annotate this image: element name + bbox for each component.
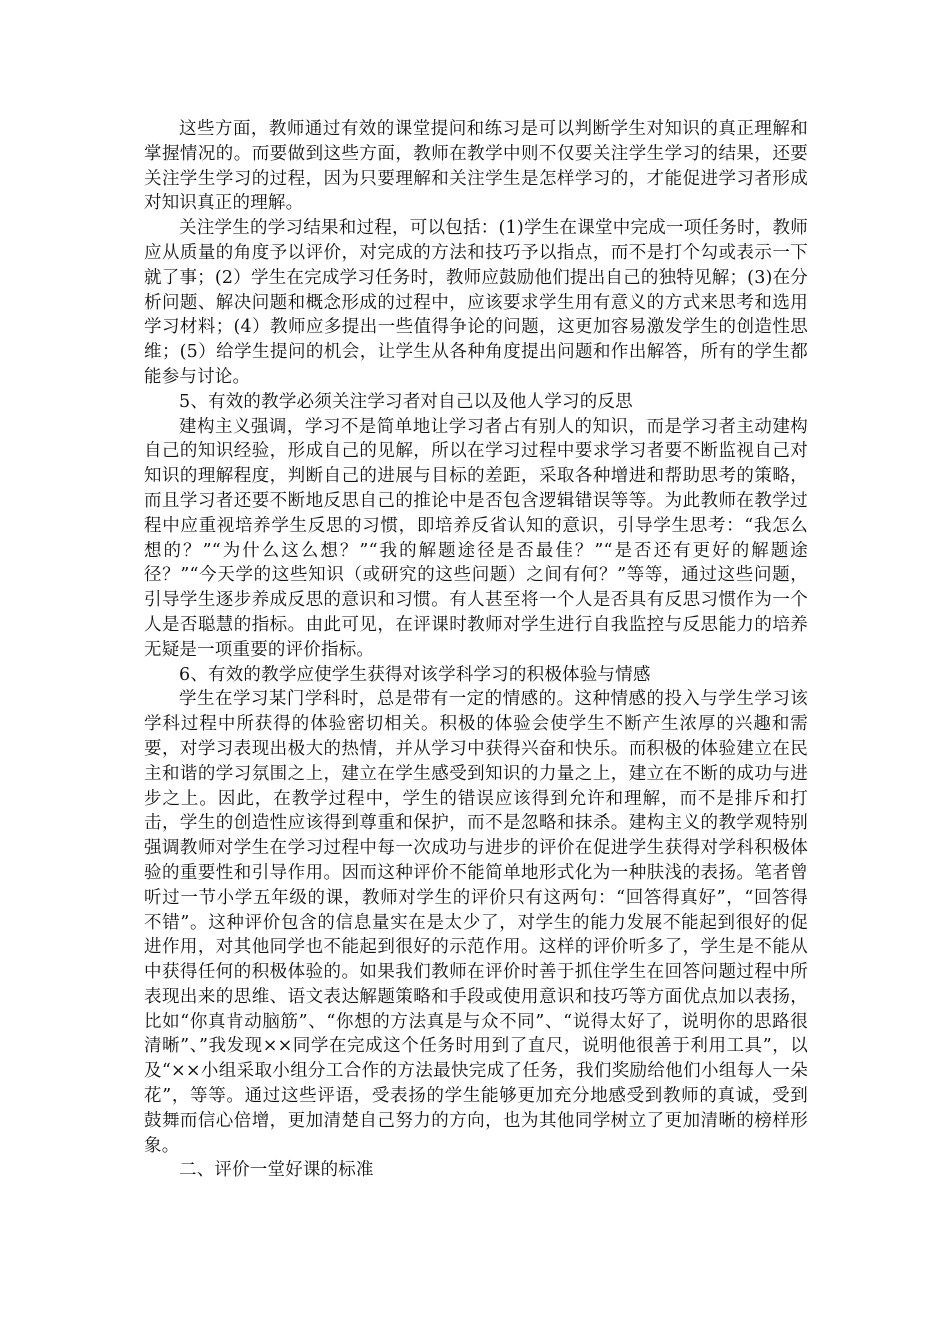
paragraph-learning-outcomes: 关注学生的学习结果和过程，可以包括：(1)学生在课堂中完成一项任务时，教师应从质量的角度予以评价，对完成的方法和技巧予以指点，而不是打个勾或表示一下就了事；(2）学生在完成学习任务时，教师应鼓励他们提出自己的独特见解；(3)在分析问题、解决问题和概念形成的过程中，应该要求学生用有意义的方式来思考和选用学习材料；(4）教师应多提出一些值得争论的问题，这更加容易激发学生的创造性思维；(5）给学生提问的机会，让学生从各种角度提出问题和作出解答，所有的学生都能参与讨论。 — [144, 218, 808, 387]
section-heading-6: 6、有效的教学应使学生获得对该学科学习的积极体验与情感 — [179, 664, 651, 685]
section-heading-5: 5、有效的教学必须关注学习者对自己以及他人学习的反思 — [179, 391, 633, 412]
document-page — [144, 117, 808, 1183]
chapter-heading-2: 二、评价一堂好课的标准 — [179, 1160, 374, 1181]
paragraph-emotion: 学生在学习某门学科时，总是带有一定的情感的。这种情感的投入与学生学习该学科过程中所获得的体验密切相关。积极的体验会使学生不断产生浓厚的兴趣和需要，对学习表现出极大的热情，并从学习中获得兴奋和快乐。而积极的体验建立在民主和谐的学习氛围之上，建立在学生感受到知识的力量之上，建立在不断的成功与进步之上。因此，在教学过程中，学生的错误应该得到允许和理解，而不是排斥和打击，学生的创造性应该得到尊重和保护，而不是忽略和抹杀。建构主义的教学观特别强调教师对学生在学习过程中每一次成功与进步的评价在促进学生获得对学科积极体验的重要性和引导作用。因而这种评价不能简单地形式化为一种肤浅的表扬。笔者曾听过一节小学五年级的课，教师对学生的评价只有这两句：“回答得真好”，“回答得不错”。这种评价包含的信息量实在是太少了，对学生的能力发展不能起到很好的促进作用，对其他同学也不能起到很好的示范作用。这样的评价听多了，学生是不能从中获得任何的积极体验的。如果我们教师在评价时善于抓住学生在回答问题过程中所表现出来的思维、语文表达解题策略和手段或使用意识和技巧等方面优点加以表扬，比如“你真肯动脑筋”、“你想的方法真是与众不同”、“说得太好了，说明你的思路很清晰”、”我发现××同学在完成这个任务时用到了直尺，说明他很善于利用工具”，以及“××小组采取小组分工合作的方法最快完成了任务，我们奖励给他们小组每人一朵花”，等等。通过这些评语，受表扬的学生能够更加充分地感受到教师的真诚，受到鼓舞而信心倍增，更加清楚自己努力的方向，也为其他同学树立了更加清晰的榜样形象。 — [144, 689, 808, 1156]
paragraph-intro-continuation: 这些方面，教师通过有效的课堂提问和练习是可以判断学生对知识的真正理解和掌握情况的。而要做到这些方面，教师在教学中则不仅要关注学生学习的结果，还要关注学生学习的过程，因为只要理解和关注学生是怎样学习的，才能促进学习者形成对知识真正的理解。 — [144, 119, 808, 214]
paragraph-reflection: 建构主义强调，学习不是简单地让学习者占有别人的知识，而是学习者主动建构自己的知识经验，形成自己的见解，所以在学习过程中要求学习者要不断监视自己对知识的理解程度，判断自己的进展与目标的差距，采取各种增进和帮助思考的策略，而且学习者还要不断地反思自己的推论中是否包含逻辑错误等等。为此教师在教学过程中应重视培养学生反思的习惯，即培养反省认知的意识，引导学生思考：“我怎么想的？”“为什么这么想？”“我的解题途径是否最佳？”“是否还有更好的解题途径？”“今天学的这些知识（或研究的这些问题）之间有何？”等等，通过这些问题，引导学生逐步养成反思的意识和习惯。有人甚至将一个人是否具有反思习惯作为一个人是否聪慧的指标。由此可见，在评课时教师对学生进行自我监控与反思能力的培养无疑是一项重要的评价指标。 — [144, 416, 808, 660]
